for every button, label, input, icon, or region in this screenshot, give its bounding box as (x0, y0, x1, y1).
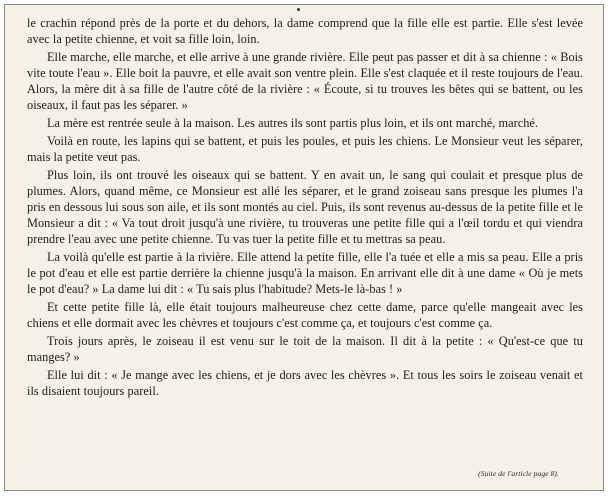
paragraph-4: Voilà en route, les lapins qui se battent, et puis les poules, et puis les chiens. Le Monsieur veut les séparer, mais la petite veut pas. (27, 134, 583, 164)
paragraph-9: Elle lui dit : « Je mange avec les chiens, et je dors avec les chèvres ». Et tous les soirs le zoiseau venait et ils disaient toujours pareil. (27, 368, 583, 398)
scanned-page (4, 4, 604, 491)
paragraph-5: Plus loin, ils ont trouvé les oiseaux qui se battent. Y en avait un, le sang qui coulait et presque plus de plumes. Alors, quand même, ce Monsieur est allé les séparer, et le grand zoiseau sans presque les plumes l'a pris en dessous lui sous son aile, et ils sont montés au ciel. Puis, ils sont revenus au-dessus de la petite fille et le Monsieur a dit : « Va tout droit jusqu'à une rivière, tu trouveras une petite fille qui a l'œil tordu et qui viendra prendre l'eau avec une petite chienne. Tu vas tuer la petite fille et tu mettras sa peau. (27, 168, 583, 246)
continuation-note: (Suite de l'article page 8). (478, 469, 559, 478)
paragraph-3: La mère est rentrée seule à la maison. Les autres ils sont partis plus loin, et ils ont marché, marché. (47, 116, 539, 130)
paragraph-7: Et cette petite fille là, elle était toujours malheureuse chez cette dame, parce qu'elle mangeait avec les chiens et elle dormait avec les chèvres et toujours c'est comme ça, et toujours c'est comme ça. (27, 300, 583, 330)
paragraph-6: La voilà qu'elle est partie à la rivière. Elle attend la petite fille, elle l'a tuée et elle a mis sa peau. Elle a pris le pot d'eau et elle est partie derrière la chienne jusqu'à la maison. En arrivant elle dit à une dame « Où je mets le pot d'eau? » La dame lui dit : « Tu sais plus l'habitude? Mets-le là-bas ! » (27, 250, 583, 296)
paragraph-8: Trois jours après, le zoiseau il est venu sur le toit de la maison. Il dit à la petite : « Qu'est-ce que tu manges? » (27, 334, 583, 364)
article-body (27, 15, 583, 401)
paragraph-2: Elle marche, elle marche, et elle arrive à une grande rivière. Elle peut pas passer et dit à sa chienne : « Bois vite toute l'eau ». Elle boit la pauvre, et elle avait son ventre plein. Elle s'est claquée et il reste toujours de l'eau. Alors, la mère dit à sa fille de l'autre côté de la rivière : « Écoute, si tu trouves les bêtes qui se battent, ou les oiseaux, il faut pas les séparer. » (27, 50, 583, 112)
scan-speck (297, 8, 300, 11)
paragraph-1: le crachin répond près de la porte et du dehors, la dame comprend que la fille elle est partie. Elle s'est levée avec la petite chienne, et voit sa fille loin, loin. (27, 16, 583, 46)
